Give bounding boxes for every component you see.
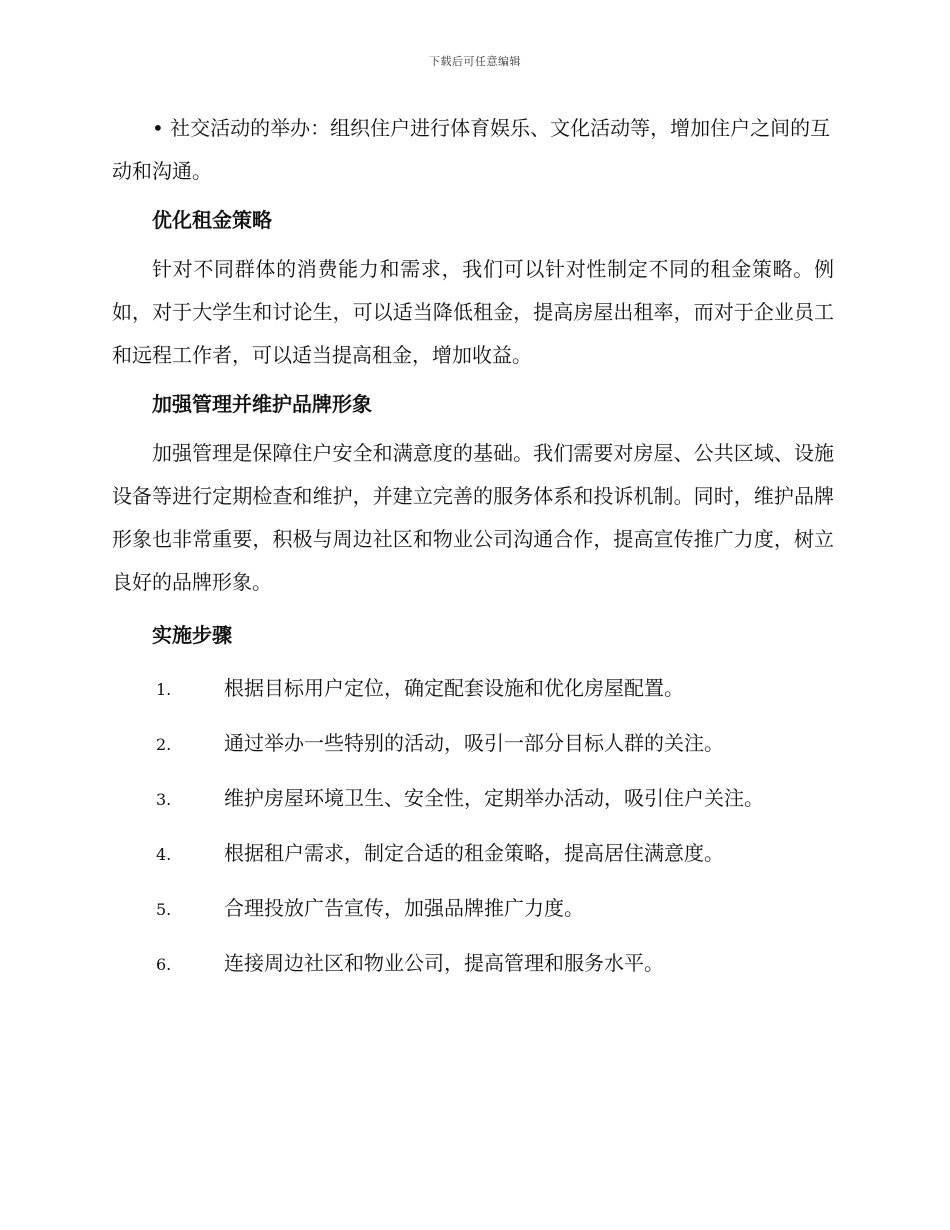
list-item bbox=[112, 722, 834, 777]
list-item bbox=[112, 832, 834, 887]
step-number: 3. bbox=[156, 790, 172, 809]
list-item bbox=[112, 887, 834, 942]
step-text: 根据目标用户定位，确定配套设施和优化房屋配置。 bbox=[224, 676, 684, 700]
step-number: 4. bbox=[156, 845, 172, 864]
intro-bullet-paragraph: • 社交活动的举办：组织住户进行体育娱乐、文化活动等，增加住户之间的互动和沟通。 bbox=[112, 116, 831, 183]
step-text: 根据租户需求，制定合适的租金策略，提高居住满意度。 bbox=[224, 841, 724, 865]
step-number: 2. bbox=[156, 735, 172, 754]
list-item bbox=[112, 667, 834, 722]
step-text: 连接周边社区和物业公司，提高管理和服务水平。 bbox=[224, 951, 664, 975]
step-number: 6. bbox=[156, 955, 172, 974]
section-heading-implementation-steps: 实施步骤 bbox=[152, 623, 232, 647]
document-body bbox=[112, 107, 834, 997]
page-header-note: 下载后可任意编辑 bbox=[429, 55, 521, 68]
implementation-steps-list bbox=[112, 667, 834, 997]
step-text: 合理投放广告宣传，加强品牌推广力度。 bbox=[224, 896, 584, 920]
step-number: 5. bbox=[156, 900, 172, 919]
list-item bbox=[112, 777, 834, 832]
section-heading-rent-strategy: 优化租金策略 bbox=[152, 208, 272, 232]
section-heading-brand-management: 加强管理并维护品牌形象 bbox=[152, 392, 372, 416]
step-number: 1. bbox=[156, 680, 172, 699]
list-item bbox=[112, 942, 834, 997]
section-paragraph-rent-strategy: 针对不同群体的消费能力和需求，我们可以针对性制定不同的租金策略。例如，对于大学生和讨论生，可以适当降低租金，提高房屋出租率，而对于企业员工和远程工作者，可以适当提高租金，增加收益。 bbox=[112, 257, 834, 367]
step-text: 维护房屋环境卫生、安全性，定期举办活动，吸引住户关注。 bbox=[224, 786, 764, 810]
section-paragraph-brand-management: 加强管理是保障住户安全和满意度的基础。我们需要对房屋、公共区域、设施设备等进行定期检查和维护，并建立完善的服务体系和投诉机制。同时，维护品牌形象也非常重要，积极与周边社区和物业公司沟通合作，提高宣传推广力度，树立良好的品牌形象。 bbox=[112, 441, 834, 594]
step-text: 通过举办一些特别的活动，吸引一部分目标人群的关注。 bbox=[224, 731, 724, 755]
